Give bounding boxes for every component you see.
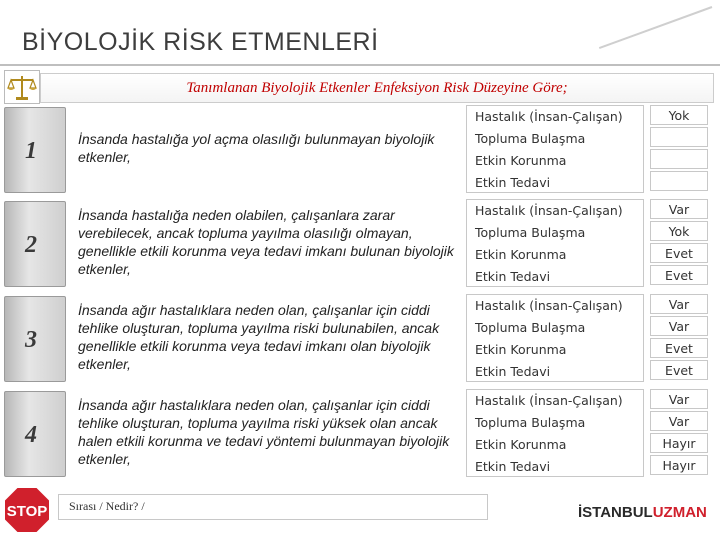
criterion-spread: Topluma Bulaşma [475, 320, 586, 335]
risk-description: İnsanda hastalığa neden olabilen, çalışanlara zarar verebilecek, ancak topluma yayılma olasılığı olmayan, genellikle etkili korunma veya tedavi imkanı bulunan biyolojik etkenler, [78, 207, 454, 277]
risk-description: İnsanda ağır hastalıklara neden olan, çalışanlar için ciddi tehlike oluşturan, topluma yayılma riski yüksek olan ancak halen etkili korunma ve tedavi yöntemi bulunmayan biyolojik etkenler, [78, 397, 450, 467]
value-treatment: Evet [650, 360, 708, 380]
risk-level-number: 3 [25, 327, 37, 353]
value-protection [650, 149, 708, 169]
criterion-disease: Hastalık (İnsan-Çalışan) [475, 203, 623, 218]
value-protection: Evet [650, 243, 708, 263]
risk-level-number: 1 [25, 138, 37, 164]
scales-icon [4, 70, 40, 104]
criterion-spread: Topluma Bulaşma [475, 415, 586, 430]
criteria-values [650, 199, 708, 287]
criteria-values [650, 294, 708, 382]
subtitle-banner [40, 73, 714, 103]
risk-level-box [4, 391, 66, 477]
footer-text: Sırası / Nedir? / [69, 499, 145, 513]
value-spread [650, 127, 708, 147]
risk-description: İnsanda ağır hastalıklara neden olan, çalışanlar için ciddi tehlike oluşturan, topluma yayılma riski bulunabilen, ancak genellikle etkili korunma veya tedavi imkanı olan biyolojik etkenler, [78, 302, 440, 372]
value-protection: Hayır [650, 433, 708, 453]
risk-level-box [4, 201, 66, 287]
criterion-spread: Topluma Bulaşma [475, 225, 586, 240]
criterion-protection: Etkin Korunma [475, 153, 567, 168]
criterion-disease: Hastalık (İnsan-Çalışan) [475, 393, 623, 408]
value-disease: Var [650, 294, 708, 314]
brand-logo [578, 504, 707, 521]
risk-level-box [4, 296, 66, 382]
corner-decoration [599, 6, 712, 49]
risk-level-number: 4 [25, 422, 37, 448]
value-spread: Yok [650, 221, 708, 241]
value-disease: Yok [650, 105, 708, 125]
value-protection: Evet [650, 338, 708, 358]
subtitle: Tanımlanan Biyolojik Etkenler Enfeksiyon Risk Düzeyine Göre; [186, 80, 568, 96]
value-spread: Var [650, 316, 708, 336]
criteria-list [466, 294, 644, 382]
stop-sign-label: STOP [6, 503, 48, 520]
value-treatment: Evet [650, 265, 708, 285]
value-disease: Var [650, 389, 708, 409]
footer-nav [58, 494, 488, 520]
criterion-protection: Etkin Korunma [475, 437, 567, 452]
criteria-list [466, 105, 644, 193]
value-treatment: Hayır [650, 455, 708, 475]
value-treatment [650, 171, 708, 191]
stop-sign-icon [2, 485, 52, 535]
criterion-treatment: Etkin Tedavi [475, 364, 551, 379]
risk-row-4 [0, 387, 720, 479]
criterion-spread: Topluma Bulaşma [475, 131, 586, 146]
criterion-protection: Etkin Korunma [475, 342, 567, 357]
brand-part-1: İSTANBUL [578, 504, 653, 521]
criterion-protection: Etkin Korunma [475, 247, 567, 262]
title-divider [0, 64, 720, 66]
criteria-list [466, 389, 644, 477]
risk-row-3 [0, 292, 720, 384]
criterion-treatment: Etkin Tedavi [475, 459, 551, 474]
page-title: BİYOLOJİK RİSK ETMENLERİ [22, 28, 379, 56]
brand-part-2: UZMAN [652, 504, 707, 521]
risk-level-number: 2 [25, 232, 37, 258]
criterion-disease: Hastalık (İnsan-Çalışan) [475, 109, 623, 124]
value-disease: Var [650, 199, 708, 219]
criterion-treatment: Etkin Tedavi [475, 269, 551, 284]
value-spread: Var [650, 411, 708, 431]
risk-row-1 [0, 103, 720, 195]
risk-level-box [4, 107, 66, 193]
criteria-values [650, 105, 708, 193]
risk-row-2 [0, 197, 720, 289]
risk-description: İnsanda hastalığa yol açma olasılığı bulunmayan biyolojik etkenler, [78, 131, 435, 165]
criterion-treatment: Etkin Tedavi [475, 175, 551, 190]
criteria-list [466, 199, 644, 287]
criterion-disease: Hastalık (İnsan-Çalışan) [475, 298, 623, 313]
criteria-values [650, 389, 708, 477]
